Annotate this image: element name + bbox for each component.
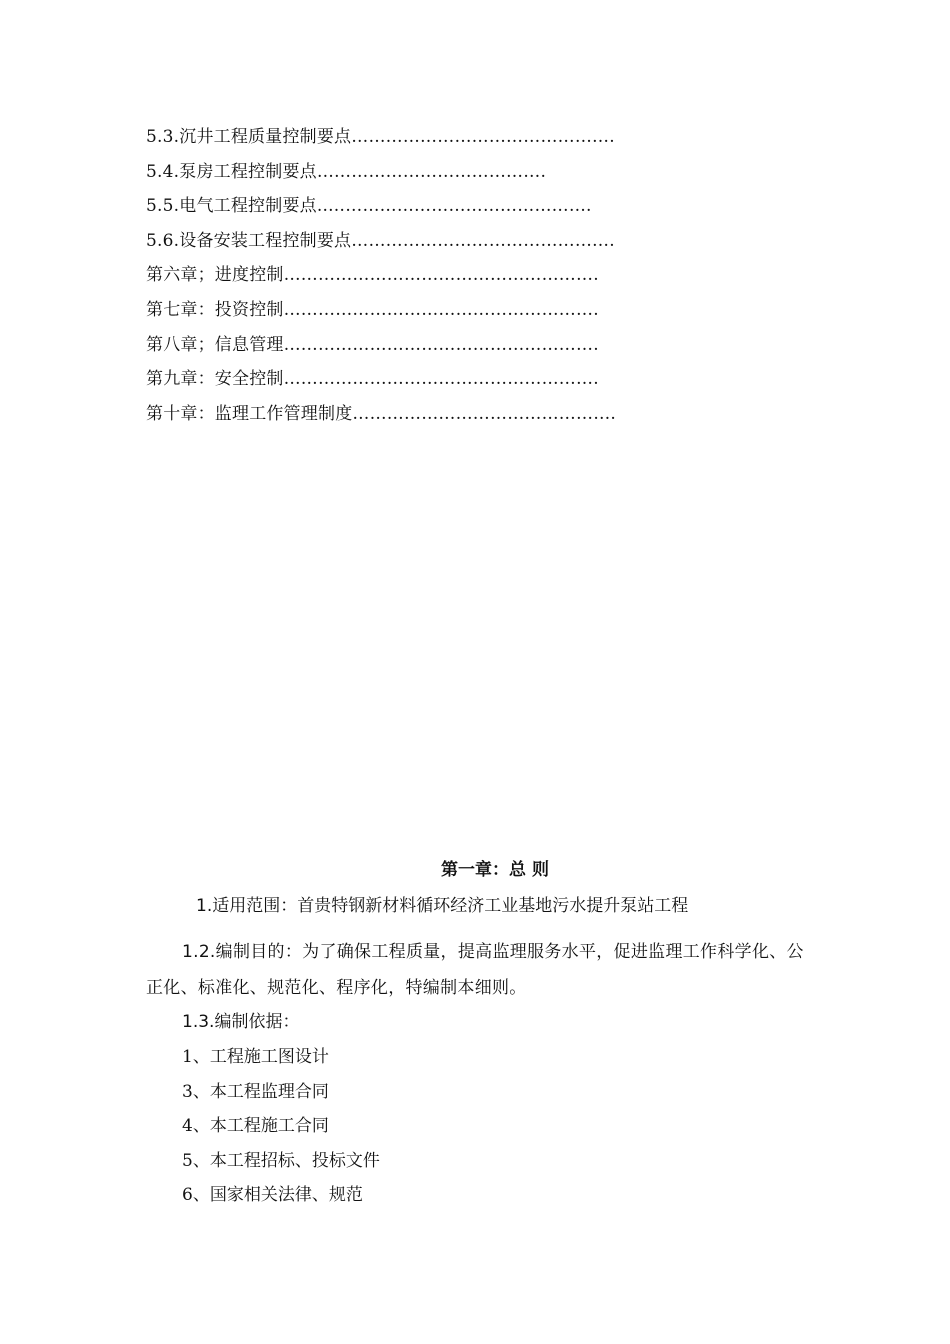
purpose-text: 为了确保工程质量，提高监理服务水平，促进监理工作科学化、公正化、标准化、规范化、程序化，特编制本细则。	[146, 942, 804, 998]
basis-label: 1.3.编制依据：	[182, 1012, 300, 1032]
basis-item: 3、本工程监理合同	[182, 1081, 329, 1102]
basis-item: 6、国家相关法律、规范	[182, 1185, 363, 1206]
basis-item: 5、本工程招标、投标文件	[182, 1150, 380, 1171]
scope-label: 1.适用范围：	[196, 896, 298, 916]
basis-item: 4、本工程施工合同	[182, 1116, 329, 1137]
toc-item: 5.3.沉井工程质量控制要点……………………………………….	[146, 127, 615, 147]
toc-item: 第十章：监理工作管理制度……………………………………….	[146, 403, 617, 424]
toc-item: 5.4.泵房工程控制要点………………………………….	[146, 161, 547, 182]
toc-item: 第六章；进度控制……………………………………………….	[146, 265, 599, 286]
scope-text: 首贵特钢新材料循环经济工业基地污水提升泵站工程	[297, 896, 689, 916]
basis-list	[182, 1040, 380, 1213]
toc-item: 第九章：安全控制……………………………………………….	[146, 369, 599, 390]
basis-heading	[182, 1006, 299, 1038]
purpose-label: 1.2.编制目的：	[182, 942, 303, 962]
toc-item: 第八章；信息管理……………………………………………….	[146, 334, 599, 355]
chapter-one	[0, 852, 950, 888]
table-of-contents	[146, 120, 666, 431]
purpose-paragraph	[146, 934, 816, 1006]
toc-item: 5.6.设备安装工程控制要点……………………………………….	[146, 230, 615, 251]
scope-paragraph	[196, 890, 688, 922]
chapter-title: 第一章：总 则	[441, 860, 549, 880]
toc-item: 第七章：投资控制……………………………………………….	[146, 299, 599, 320]
basis-item: 1、工程施工图设计	[182, 1047, 329, 1067]
toc-item: 5.5.电气工程控制要点..……………………………………….	[146, 196, 592, 217]
